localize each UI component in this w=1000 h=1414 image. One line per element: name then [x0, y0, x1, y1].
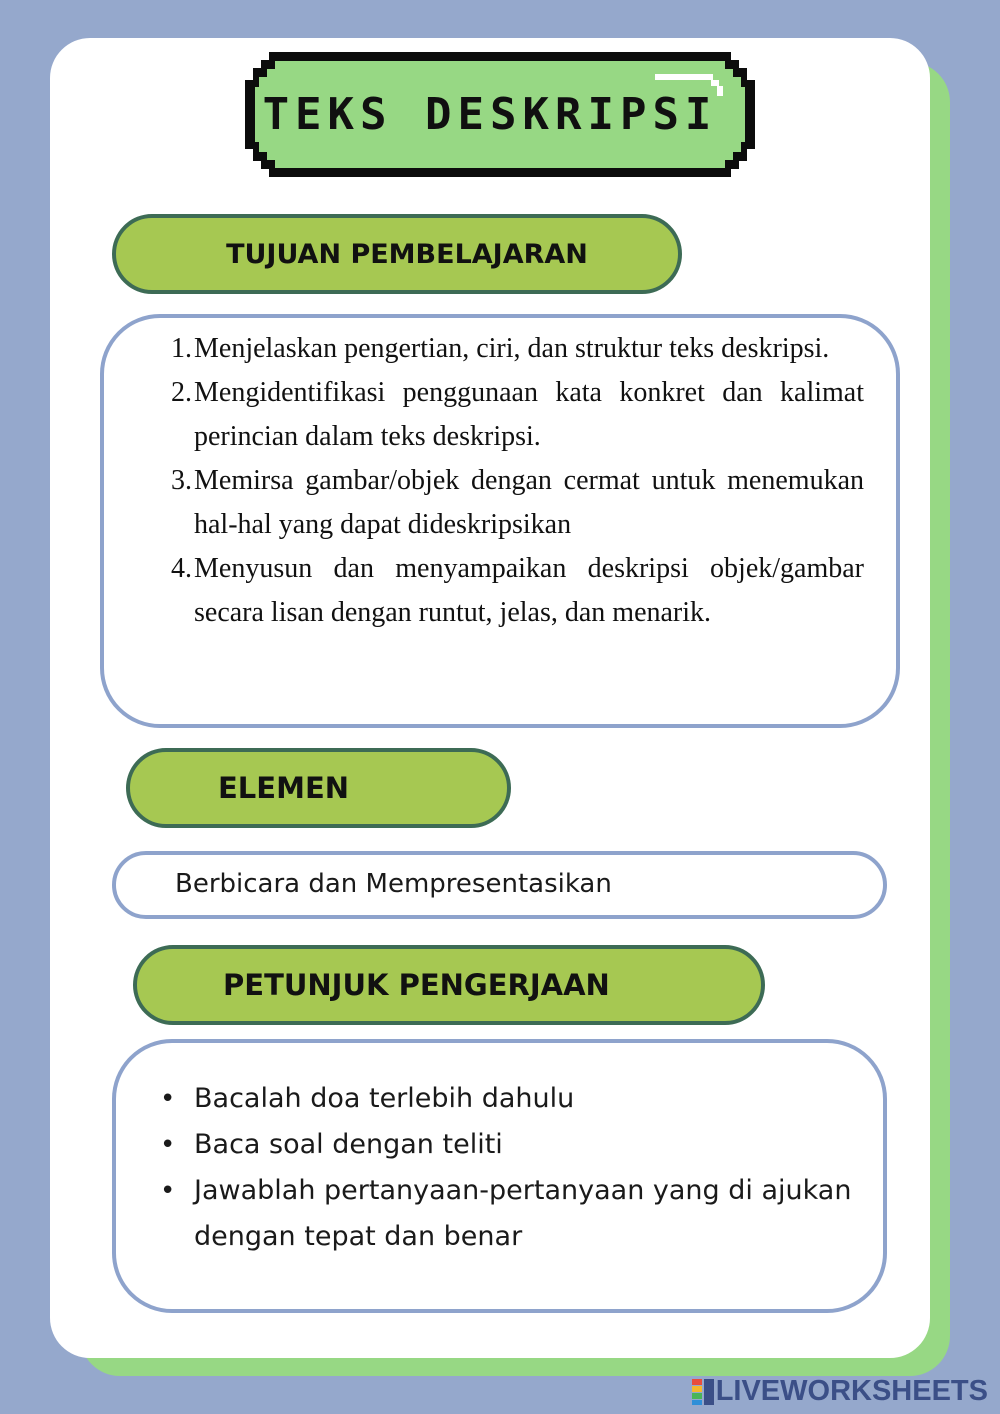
item-number: 1.	[171, 333, 192, 364]
element-heading: ELEMEN	[126, 748, 511, 828]
list-item	[160, 371, 864, 459]
objectives-list	[160, 327, 864, 635]
bullet-icon: •	[160, 1130, 176, 1160]
item-text: Bacalah doa terlebih dahulu	[194, 1083, 575, 1114]
watermark-text: LIVEWORKSHEETS	[715, 1375, 988, 1407]
list-item	[160, 547, 864, 635]
title-banner	[245, 52, 755, 177]
bullet-icon: •	[160, 1084, 176, 1114]
page-title: TEKS DESKRIPSI	[262, 89, 718, 140]
item-text: Menjelaskan pengertian, ciri, dan struktur teks deskripsi.	[194, 333, 830, 364]
list-item	[160, 1122, 860, 1168]
list-item	[160, 1076, 860, 1122]
liveworksheets-watermark[interactable]	[692, 1375, 988, 1408]
instructions-heading: PETUNJUK PENGERJAAN	[133, 945, 765, 1025]
item-text: Jawablah pertanyaan-pertanyaan yang di ajukan dengan tepat dan benar	[194, 1175, 852, 1252]
objectives-heading: TUJUAN PEMBELAJARAN	[112, 214, 682, 294]
item-number: 3.	[171, 465, 192, 496]
liveworksheets-logo-icon	[692, 1379, 714, 1405]
item-text: Baca soal dengan teliti	[194, 1129, 503, 1160]
item-text: Memirsa gambar/objek dengan cermat untuk menemukan hal-hal yang dapat dideskripsikan	[194, 465, 864, 540]
element-value: Berbicara dan Mempresentasikan	[175, 869, 612, 899]
list-item	[160, 327, 864, 371]
list-item	[160, 459, 864, 547]
item-text: Mengidentifikasi penggunaan kata konkret dan kalimat perincian dalam teks deskripsi.	[194, 377, 864, 452]
instructions-list	[160, 1076, 860, 1260]
list-item	[160, 1168, 860, 1260]
item-text: Menyusun dan menyampaikan deskripsi objek/gambar secara lisan dengan runtut, jelas, dan menarik.	[194, 553, 864, 628]
item-number: 2.	[171, 377, 192, 408]
item-number: 4.	[171, 553, 192, 584]
bullet-icon: •	[160, 1176, 176, 1206]
